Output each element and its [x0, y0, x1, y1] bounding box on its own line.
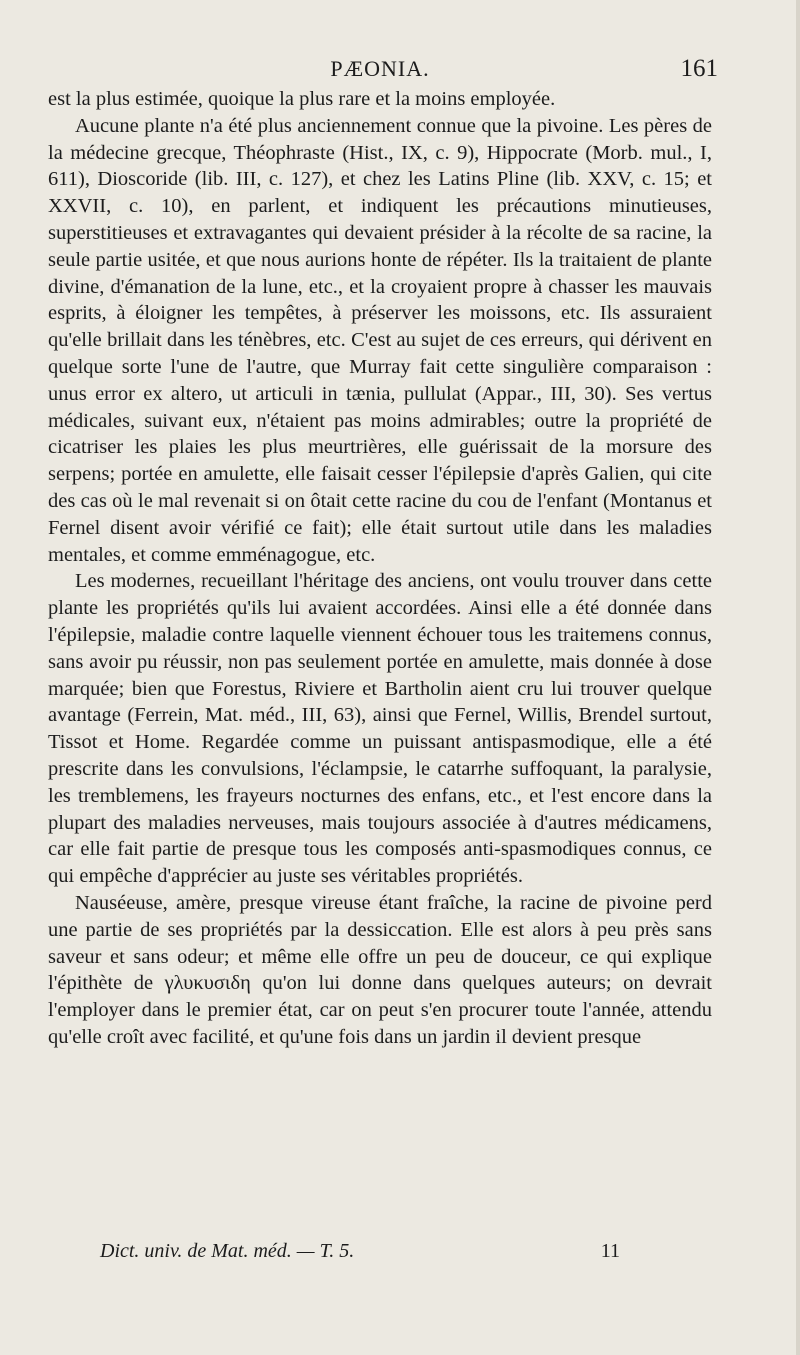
paragraph-history: Aucune plante n'a été plus anciennement connue que la pivoine. Les pères de la médecine grecque, Théophraste (Hist., IX, c. 9), Hippocrate (Morb. mul., I, 611), Dioscoride (lib. III, c. 127), et chez les Latins Pline (lib. XXV, c. 15; et XXVII, c. 10), en parlent, et indiquent les précautions minutieuses, superstitieuses et extravagantes qui devaient présider à la récolte de sa racine, la seule partie usitée, et que nous aurions honte de répéter. Ils la traitaient de plante divine, d'émanation de la lune, etc., et la croyaient propre à chasser les mauvais esprits, à éloigner les tempêtes, à préserver les moissons, etc. Ils assuraient qu'elle brillait dans les ténèbres, etc. C'est au sujet de ces erreurs, qui dérivent en quelque sorte l'une de l'autre, que Murray fait cette singulière comparaison : unus error ex altero, ut articuli in tænia, pullulat (Appar., III, 30). Ses vertus médicales, suivant eux, n'étaient pas moins admirables; outre la propriété de cicatriser les plaies les plus meurtrières, elle guérissait de la morsure des serpens; portée en amulette, elle faisait cesser l'épilepsie d'après Galien, qui cite des cas où le mal revenait si on ôtait cette racine du cou de l'enfant (Montanus et Fernel disent avoir vérifié ce fait); elle était surtout utile dans les maladies mentales, et comme emménagogue, etc.: [48, 114, 712, 566]
paragraph-properties: Nauséeuse, amère, presque vireuse étant fraîche, la racine de pivoine perd une partie de ses propriétés par la dessiccation. Elle est alors à peu près sans saveur et sans odeur; et même elle offre un peu de douceur, ce qui explique l'épithète de γλυκυσιδη qu'on lui donne dans quelques auteurs; on devrait l'employer dans le premier état, car on peut s'en procurer toute l'année, attendu qu'elle croît avec facilité, et qu'une fois dans un jardin il devient presque: [48, 891, 712, 1048]
page-number: 161: [680, 55, 718, 82]
page-header: [48, 52, 718, 86]
page-footer: [100, 1237, 620, 1265]
signature-mark: 11: [600, 1240, 620, 1262]
paragraph-modern-use: Les modernes, recueillant l'héritage des anciens, ont voulu trouver dans cette plante les propriétés qu'ils lui avaient accordées. Ainsi elle a été donnée dans l'épilepsie, maladie contre laquelle viennent échouer tous les traitemens connus, sans avoir pu réussir, non pas seulement portée en amulette, mais donnée à dose marquée; bien que Forestus, Riviere et Bartholin aient cru lui trouver quelque avantage (Ferrein, Mat. méd., III, 63), ainsi que Fernel, Willis, Brendel surtout, Tissot et Home. Regardée comme un puissant antispasmodique, elle a été prescrite dans les convulsions, l'éclampsie, le catarrhe suffoquant, la paralysie, les tremblemens, les frayeurs nocturnes des enfans, etc., et l'est encore dans la plupart des maladies nerveuses, mais toujours associée à d'autres médicamens, car elle fait partie de presque tous les composés anti-spasmodiques connus, ce qui empêche d'apprécier au juste ses véritables propriétés.: [48, 570, 712, 888]
paragraph-continuation: est la plus estimée, quoique la plus rare et la moins employée.: [48, 88, 556, 110]
running-title: PÆONIA.: [330, 56, 430, 81]
footer-work-title: Dict. univ. de Mat. méd. — T. 5.: [100, 1240, 355, 1262]
body-text: [48, 86, 712, 1051]
page-edge: [796, 0, 800, 1355]
